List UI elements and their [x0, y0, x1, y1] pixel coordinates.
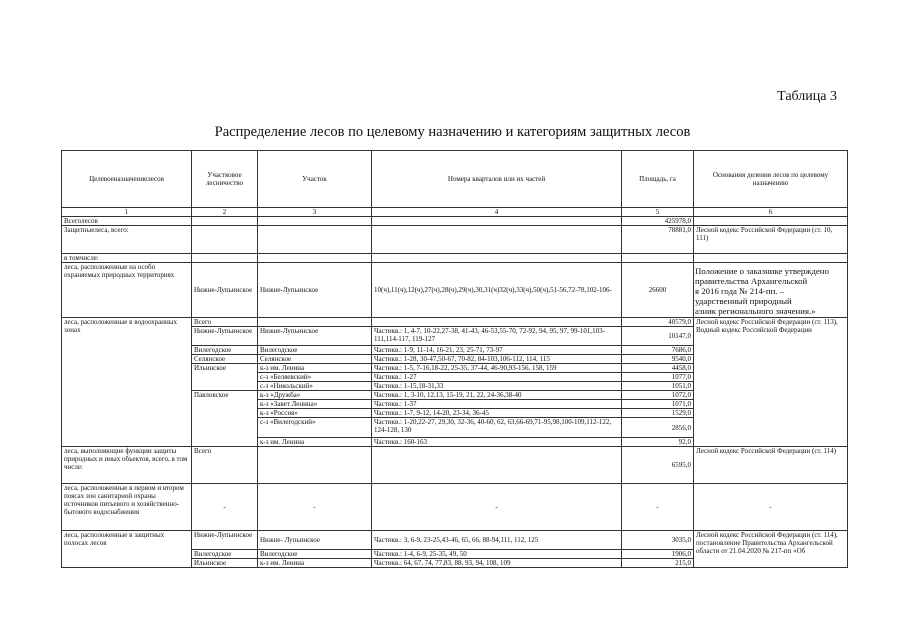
purpose-cell: леса, выполняющие функции защиты природных и иных объектов, всего, в том числе: [62, 447, 192, 484]
basis-line: ударственный природный [695, 296, 792, 306]
col-number: 2 [192, 208, 258, 217]
basis-cell: - [694, 484, 848, 531]
plot-cell: Нижне-Лупьинское [258, 327, 372, 346]
quarters-cell: Частикв.: 1, 3-10, 12,13, 15-19, 21, 22, 24-36,38-40 [372, 391, 622, 400]
plot-cell: Селянское [258, 355, 372, 364]
plot-cell: к-з «Дружба» [258, 391, 372, 400]
area-cell: 3035,0 [622, 531, 694, 550]
header-plot: Участок [258, 151, 372, 208]
basis-cell: Лесной кодекс Российской Федерации (ст. 114), постановление Правительства Архангельской области от 21.04.2020 № 217-пп «Об [694, 531, 848, 568]
area-cell: - [622, 484, 694, 531]
area-cell: 92,0 [622, 438, 694, 447]
table-number: Таблица 3 [777, 89, 837, 104]
area-cell: 1529,0 [622, 409, 694, 418]
forestry-cell: Всего [192, 447, 258, 484]
col-number: 6 [694, 208, 848, 217]
plot-cell: с-з «Никольский» [258, 382, 372, 391]
basis-line: правительства Архангельской [695, 276, 808, 286]
plot-cell: к-з им. Ленина [258, 364, 372, 373]
area-cell: 9540,0 [622, 355, 694, 364]
purpose-cell: леса, расположенные в водоохранных зонах [62, 318, 192, 447]
forestry-cell: Ильинское [192, 364, 258, 391]
table-row [62, 531, 848, 550]
quarters-cell: Частикв.: 1-20,22-27, 29,30, 32-36, 40-60, 62, 63,66-69,71-95,98,100-109,112-122, 124-128, 130 [372, 418, 622, 438]
forestry-cell: Селянское [192, 355, 258, 364]
quarters-cell: Частикв.: 1, 4-7, 10-22,27-38, 41-43, 46-53,55-70, 72-92, 94, 95, 97, 99-101,103-111,114-117, 119-127 [372, 327, 622, 346]
purpose-cell: леса, расположенные в защитных полосах лесов [62, 531, 192, 568]
purpose-cell: Защитныелеса, всего: [62, 226, 192, 254]
basis-cell [694, 263, 848, 318]
basis-line: Положение о заказнике утверждено [695, 266, 829, 276]
plot-cell: Вилегодское [258, 346, 372, 355]
forestry-cell: Всего [192, 318, 258, 327]
col-number: 3 [258, 208, 372, 217]
area-cell: 1077,0 [622, 373, 694, 382]
plot-cell: Нижне-Лупьинское [258, 263, 372, 318]
table-row [62, 217, 848, 226]
forestry-cell: Нижне-Лупьинское [192, 263, 258, 318]
basis-cell: Лесной кодекс Российской Федерации (ст. 114) [694, 447, 848, 484]
plot-cell: к-з «Россия» [258, 409, 372, 418]
plot-cell: с-з «Беляевский» [258, 373, 372, 382]
header-area: Площадь, га [622, 151, 694, 208]
table-row [62, 226, 848, 254]
table-title: Распределение лесов по целевому назначению и категориям защитных лесов [214, 124, 691, 140]
forestry-cell: Павловское [192, 391, 258, 447]
purpose-cell: в томчисле: [62, 254, 192, 263]
column-number-row [62, 208, 848, 217]
area-cell: 1071,0 [622, 400, 694, 409]
area-cell: 6595,0 [622, 447, 694, 484]
area-cell: 40579,0 [622, 318, 694, 327]
area-cell: 1051,0 [622, 382, 694, 391]
purpose-cell: леса, расположенные на особо охраняемых природных территориях [62, 263, 192, 318]
quarters-cell: Частикв.: 1-9, 11-14, 16-21, 23, 25-71, 73-97 [372, 346, 622, 355]
basis-line: азник регионального значения.» [695, 306, 816, 316]
quarters-cell: Частикв.: 1-37 [372, 400, 622, 409]
quarters-cell: Частикв.: 1-27 [372, 373, 622, 382]
header-purpose: Целевоеназначениелесов [62, 151, 192, 208]
quarters-cell: Частикв.: 1-4, 6-9, 25-35, 49, 50 [372, 550, 622, 559]
table-row [62, 263, 848, 318]
area-cell: 26600 [622, 263, 694, 318]
table-row [62, 447, 848, 484]
table-row [62, 484, 848, 531]
purpose-cell: леса, расположенные в первом и втором поясах зон санитарной охраны источников питьевого и хозяйственно-бытового водоснабжения [62, 484, 192, 531]
forestry-cell: Нижне-Лупьинское [192, 327, 258, 346]
area-cell: 2856,0 [622, 418, 694, 438]
forest-distribution-table [61, 150, 848, 568]
forestry-cell: Нижне-Лупьинское [192, 531, 258, 550]
header-forestry: Участковое лесничество [192, 151, 258, 208]
table-row [62, 318, 848, 327]
forestry-cell: - [192, 484, 258, 531]
forestry-cell: Вилегодское [192, 550, 258, 559]
quarters-cell: - [372, 484, 622, 531]
forestry-cell: Ильинское [192, 559, 258, 568]
plot-cell: к-з им. Ленина [258, 559, 372, 568]
area-cell: 10147,0 [622, 327, 694, 346]
basis-cell: Лесной кодекс Российской Федерации (ст. 10, 111) [694, 226, 848, 254]
plot-cell: с-з «Вилегодский» [258, 418, 372, 438]
area-cell: 215,0 [622, 559, 694, 568]
area-cell: 7686,0 [622, 346, 694, 355]
basis-line: я 2016 года № 214-пп. – [695, 286, 785, 296]
basis-cell: Лесной кодекс Российской Федерации (ст. 113), Водный кодекс Российской Федерации [694, 318, 848, 447]
table-row [62, 254, 848, 263]
col-number: 1 [62, 208, 192, 217]
quarters-cell: Частикв.: 64, 67, 74, 77,83, 88, 93, 94, 108, 109 [372, 559, 622, 568]
header-basis: Основания деления лесов по целевому назначению [694, 151, 848, 208]
plot-cell: Нижне- Лупьинское [258, 531, 372, 550]
area-cell: 1072,0 [622, 391, 694, 400]
area-cell: 4458,0 [622, 364, 694, 373]
header-row [62, 151, 848, 208]
purpose-cell: Всеголесов [62, 217, 192, 226]
plot-cell: к-з «Завет Ленина» [258, 400, 372, 409]
quarters-cell: Частикв.: 1-15,18-31,33 [372, 382, 622, 391]
forestry-cell: Вилегодское [192, 346, 258, 355]
area-cell: 78881,0 [622, 226, 694, 254]
col-number: 5 [622, 208, 694, 217]
quarters-cell: Частикв.: 3, 6-9, 23-25,43-46, 65, 66, 88-94,111, 112, 125 [372, 531, 622, 550]
col-number: 4 [372, 208, 622, 217]
quarters-cell: 10(ч),11(ч),12(ч),27(ч),28(ч),29(ч),30,31(ч)32(ч),33(ч),50(ч),51-56,72-78,102-106- [372, 263, 622, 318]
quarters-cell: Частикв.: 1-7, 9-12, 14-20, 23-34, 36-45 [372, 409, 622, 418]
quarters-cell: Частикв.: 160-163 [372, 438, 622, 447]
plot-cell: к-з им. Ленина [258, 438, 372, 447]
area-cell: 425978,0 [622, 217, 694, 226]
plot-cell: - [258, 484, 372, 531]
quarters-cell: Частикв.: 1-28, 30-47,50-67, 70-82, 84-103,106-112, 114, 115 [372, 355, 622, 364]
quarters-cell: Частикв.: 1-5, 7-16,18-22, 25-35, 37-44, 46-90,93-156, 158, 159 [372, 364, 622, 373]
plot-cell: Вилегодское [258, 550, 372, 559]
area-cell: 1906,0 [622, 550, 694, 559]
header-quarters: Номера кварталов или их частей [372, 151, 622, 208]
